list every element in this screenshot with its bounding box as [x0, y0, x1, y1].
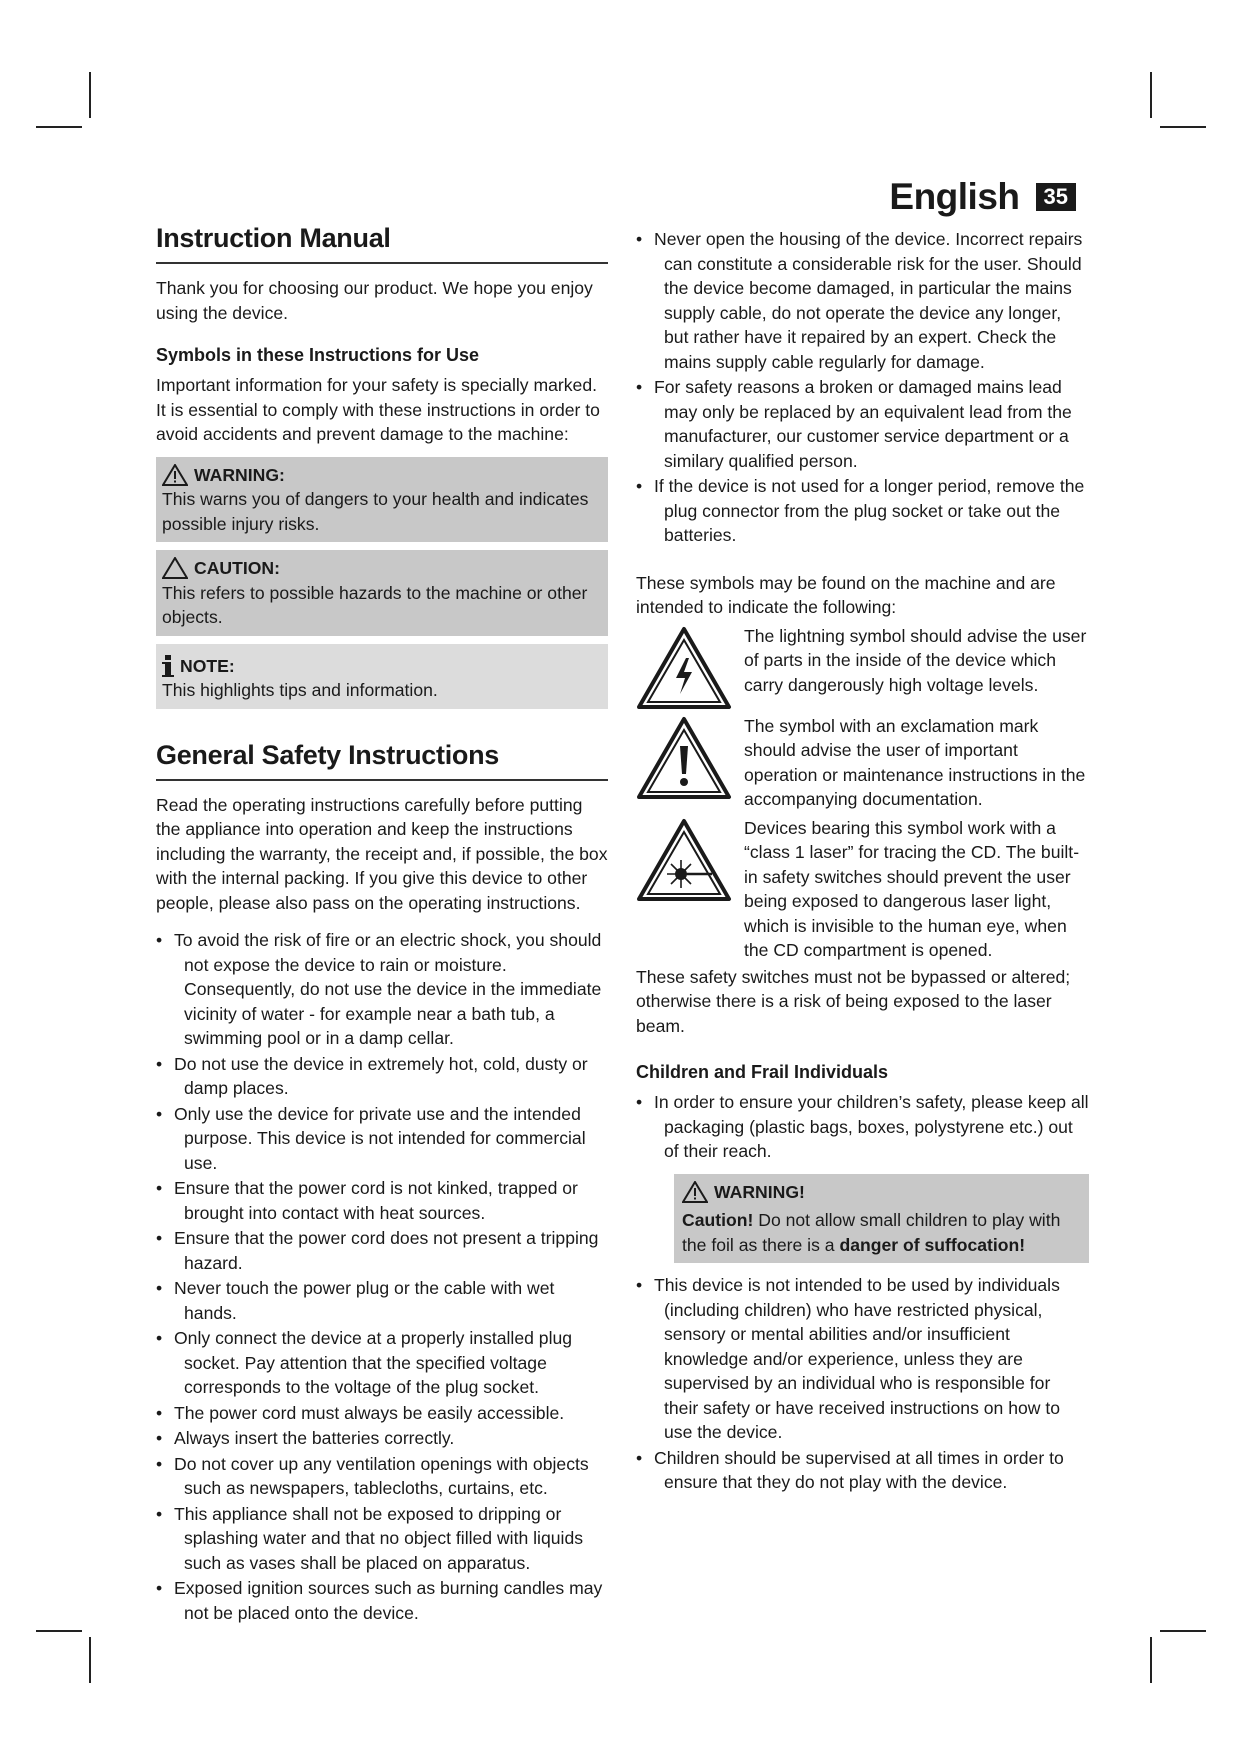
laser-warning-icon: [636, 818, 732, 902]
crop-mark: [1150, 72, 1152, 118]
warning-triangle-icon: [682, 1181, 708, 1203]
warning-text: This warns you of dangers to your health and indicates possible injury risks.: [162, 489, 589, 534]
suffocation-danger: danger of suffocation!: [839, 1234, 1026, 1255]
children-warning-body: Do not allow small children to play with the foil as there is a: [682, 1210, 1061, 1255]
symbol-row: [636, 624, 1089, 710]
housing-list: [636, 227, 1089, 548]
crop-mark: [89, 72, 91, 118]
crop-mark: [1150, 1637, 1152, 1683]
warning-triangle-icon: [162, 464, 188, 486]
list-item: • This appliance shall not be exposed to dripping or splashing water and that no object filled with liquids such as vases shall be placed on apparatus.: [156, 1502, 608, 1576]
crop-mark: [36, 1630, 82, 1632]
list-item: • Children should be supervised at all times in order to ensure that they do not play with the device.: [636, 1446, 1089, 1495]
note-title: [162, 654, 602, 679]
crop-mark: [1160, 126, 1206, 128]
laser-text: Devices bearing this symbol work with a “class 1 laser” for tracing the CD. The built-in safety switches should prevent the user being exposed to dangerous laser light, which is invisible to the human eye, when the CD compartment is opened.: [744, 817, 1080, 960]
left-column: [156, 222, 608, 1626]
note-title-text: NOTE:: [180, 655, 235, 676]
warning-title: [162, 463, 602, 488]
children-warning-box: [674, 1174, 1089, 1264]
list-item: • This device is not intended to be used by individuals (including children) who have restricted physical, sensory or mental abilities and/or insufficient knowledge and/or experience, unless they are supervised by an individual who is responsible for their safety or have received instructions on how to use the device.: [636, 1273, 1089, 1445]
list-item: • Do not cover up any ventilation openings with objects such as newspapers, tablecloths, curtains, etc.: [156, 1452, 608, 1501]
crop-mark: [36, 126, 82, 128]
symbol-row: [636, 816, 1089, 963]
caution-box: [156, 550, 608, 636]
crop-mark: [1160, 1630, 1206, 1632]
lightning-text: The lightning symbol should advise the user of parts in the inside of the device which carry dangerously high voltage levels.: [744, 625, 1087, 695]
list-item: • Exposed ignition sources such as burning candles may not be placed onto the device.: [156, 1576, 608, 1625]
children-heading: Children and Frail Individuals: [636, 1062, 889, 1082]
crop-mark: [89, 1637, 91, 1683]
list-item: • Only use the device for private use and the intended purpose. This device is not intended for commercial use.: [156, 1102, 608, 1176]
symbol-row: [636, 714, 1089, 812]
intro-text: Thank you for choosing our product. We hope you enjoy using the device.: [156, 278, 593, 323]
list-item: • If the device is not used for a longer period, remove the plug connector from the plug socket or take out the batteries.: [636, 474, 1089, 548]
info-icon: [162, 655, 174, 677]
list-item: • Ensure that the power cord does not present a tripping hazard.: [156, 1226, 608, 1275]
list-item: • In order to ensure your children’s safety, please keep all packaging (plastic bags, boxes, polystyrene etc.) out of their reach.: [636, 1090, 1089, 1164]
caution-triangle-icon: [162, 557, 188, 579]
general-safety-title: General Safety Instructions: [156, 739, 608, 781]
list-item: • Do not use the device in extremely hot, cold, dusty or damp places.: [156, 1052, 608, 1101]
symbols-intro: These symbols may be found on the machine and are intended to indicate the following:: [636, 572, 1056, 617]
laser-note: These safety switches must not be bypassed or altered; otherwise there is a risk of being exposed to the laser beam.: [636, 966, 1071, 1036]
list-item: • Never touch the power plug or the cable with wet hands.: [156, 1276, 608, 1325]
caution-title-text: CAUTION:: [194, 558, 281, 578]
exclamation-text: The symbol with an exclamation mark should advise the user of important operation or maintenance instructions in the accompanying documentation.: [744, 715, 1086, 809]
note-box: [156, 644, 608, 709]
language-label: English: [889, 176, 1020, 217]
page-title: Instruction Manual: [156, 222, 608, 264]
list-item: • For safety reasons a broken or damaged mains lead may only be replaced by an equivalent lead from the manufacturer, our customer service department or a similary qualified person.: [636, 375, 1089, 473]
lightning-warning-icon: [636, 626, 732, 710]
note-text: This highlights tips and information.: [162, 680, 438, 700]
list-item: • Only connect the device at a properly installed plug socket. Pay attention that the specified voltage corresponds to the voltage of the plug socket.: [156, 1326, 608, 1400]
children-warning-text: [682, 1208, 1081, 1257]
exclamation-warning-icon: [636, 716, 732, 800]
list-item: • Ensure that the power cord is not kinked, trapped or brought into contact with heat sources.: [156, 1176, 608, 1225]
warning-title-text: WARNING:: [194, 464, 285, 485]
list-item: • The power cord must always be easily accessible.: [156, 1401, 608, 1426]
caution-label: Caution!: [682, 1210, 754, 1230]
children-warning-title: [682, 1180, 1081, 1205]
list-item: • Never open the housing of the device. Incorrect repairs can constitute a considerable risk for the user. Should the device become damaged, in particular the mains supply cable, do not operate the device any longer, but rather have it repaired by an expert. Check the mains supply cable regularly for damage.: [636, 227, 1089, 374]
list-item: • To avoid the risk of fire or an electric shock, you should not expose the device to rain or moisture. Consequently, do not use the device in the immediate vicinity of water - for example near a bath tub, a swimming pool or in a damp cellar.: [156, 928, 608, 1051]
caution-title: [162, 556, 602, 581]
symbols-text: Important information for your safety is specially marked. It is essential to comply with these instructions in order to avoid accidents and prevent damage to the machine:: [156, 375, 600, 444]
general-safety-text: Read the operating instructions carefully before putting the appliance into operation and keep the instructions including the warranty, the receipt and, if possible, the box with the internal packing. If you give this device to other people, please also pass on the operating instructions.: [156, 794, 608, 913]
page-number: 35: [1036, 183, 1076, 211]
warning-box: [156, 457, 608, 543]
page-header: [889, 176, 1076, 218]
children-list: [636, 1090, 1089, 1164]
caution-text: This refers to possible hazards to the machine or other objects.: [162, 582, 588, 627]
children-warning-title-text: WARNING!: [714, 1181, 805, 1202]
list-item: • Always insert the batteries correctly.: [156, 1426, 608, 1451]
supervision-list: [636, 1273, 1089, 1495]
right-column: [636, 226, 1089, 1496]
symbols-heading: Symbols in these Instructions for Use: [156, 345, 480, 365]
safety-list: [156, 928, 608, 1625]
